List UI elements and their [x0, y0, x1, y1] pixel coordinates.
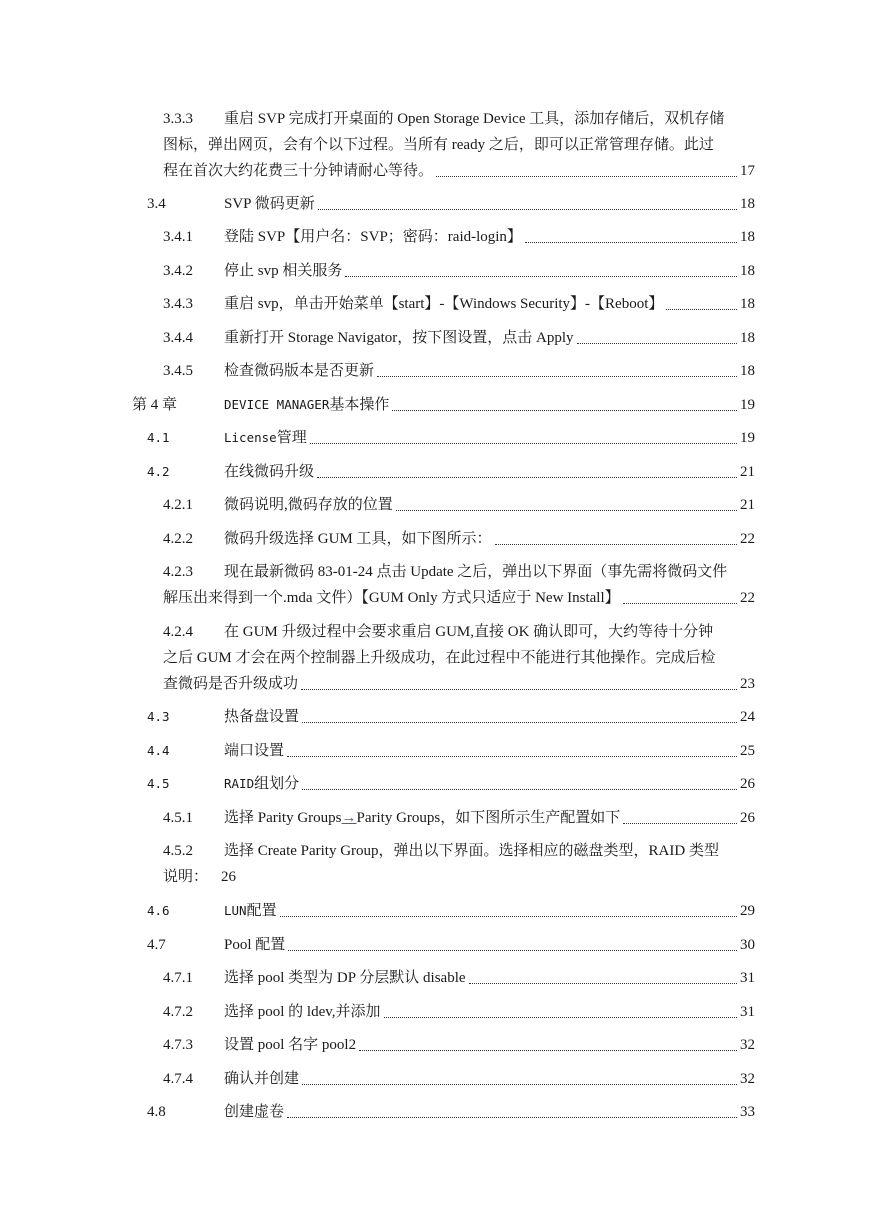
toc-title-mono: License: [224, 430, 277, 445]
toc-number: 3.4.3: [163, 296, 193, 312]
toc-page-number: 18: [740, 330, 755, 346]
dot-leader: [287, 1116, 737, 1118]
toc-page-number: 23: [740, 676, 755, 692]
dot-leader: [525, 241, 737, 243]
dot-leader: [666, 308, 737, 310]
dot-leader: [436, 175, 737, 177]
toc-text-line: 现在最新微码 83-01-24 点击 Update 之后，弹出以下界面（事先需将微码文件: [224, 564, 728, 580]
toc-number: 3.4.5: [163, 363, 193, 379]
toc-text-line: 程在首次大约花费三十分钟请耐心等待。: [163, 163, 434, 179]
toc-number: 3.4: [147, 196, 166, 212]
toc-text-line: 查微码是否升级成功: [163, 676, 299, 692]
toc-title: 热备盘设置: [224, 709, 300, 725]
toc-page-number: 18: [740, 296, 755, 312]
toc-page-number: 32: [740, 1071, 755, 1087]
toc-title: SVP 微码更新: [224, 196, 315, 212]
dot-leader: [280, 915, 737, 917]
toc-number: 4.4: [147, 743, 170, 758]
toc-title: 微码升级选择 GUM 工具，如下图所示：: [224, 531, 492, 547]
toc-number: 4.7.3: [163, 1037, 193, 1053]
toc-page-number: 31: [740, 970, 755, 986]
toc-page-number: 18: [740, 196, 755, 212]
toc-page-number: 29: [740, 903, 755, 919]
toc-number: 4.5.2: [163, 843, 193, 859]
toc-page-number: 26: [740, 776, 755, 792]
dot-leader: [345, 275, 737, 277]
dot-leader: [623, 602, 737, 604]
toc-page-number: 21: [740, 464, 755, 480]
toc-page-number: 19: [740, 430, 755, 446]
toc-number: 4.2: [147, 464, 170, 479]
toc-number: 4.1: [147, 430, 170, 445]
dot-leader: [302, 1083, 737, 1085]
dot-leader: [396, 509, 737, 511]
toc-page-number: 18: [740, 229, 755, 245]
toc-number: 3.4.4: [163, 330, 193, 346]
toc-title: 端口设置: [224, 743, 285, 759]
toc-title: 选择 Parity Groups: [224, 810, 342, 826]
toc-page-number: 32: [740, 1037, 755, 1053]
toc-title: 微码说明,微码存放的位置: [224, 497, 393, 513]
toc-number: 4.5.1: [163, 810, 193, 826]
toc-title: 登陆 SVP【用户名：SVP；密码：raid-login】: [224, 229, 522, 245]
toc-number: 4.5: [147, 776, 170, 791]
toc-title: 重新打开 Storage Navigator，按下图设置，点击 Apply: [224, 330, 574, 346]
toc-title: 在线微码升级: [224, 464, 315, 480]
toc-number: 4.7.1: [163, 970, 193, 986]
toc-number: 4.2.1: [163, 497, 193, 513]
toc-title-mono: RAID: [224, 776, 255, 791]
toc-page-number: 30: [740, 937, 755, 953]
toc-text-line: 之后 GUM 才会在两个控制器上升级成功，在此过程中不能进行其他操作。完成后检: [163, 650, 716, 666]
toc-page-number: 26: [740, 810, 755, 826]
toc-title: Pool 配置: [224, 937, 286, 953]
toc-page-number: 17: [740, 163, 755, 179]
dot-leader: [318, 208, 737, 210]
toc-text-line: 重启 SVP 完成打开桌面的 Open Storage Device 工具，添加存储后，双机存储: [224, 111, 725, 127]
toc-page-number: 19: [740, 397, 755, 413]
toc-title: 停止 svp 相关服务: [224, 263, 343, 279]
toc-title: 配置: [246, 903, 277, 919]
toc-title: 确认并创建: [224, 1071, 300, 1087]
toc-title: 重启 svp，单击开始菜单【start】-【Windows Security】-【Reboot】: [224, 296, 664, 312]
dot-leader: [301, 688, 737, 690]
toc-page-number: 33: [740, 1104, 755, 1120]
dot-leader: [384, 1016, 737, 1018]
toc-page-number: 31: [740, 1004, 755, 1020]
dot-leader: [377, 375, 737, 377]
toc-number: 4.2.4: [163, 624, 193, 640]
toc-title: 选择 pool 类型为 DP 分层默认 disable: [224, 970, 466, 986]
toc-page-number: 18: [740, 263, 755, 279]
toc-title: 选择 pool 的 ldev,并添加: [224, 1004, 381, 1020]
dot-leader: [392, 409, 737, 411]
dot-leader: [623, 822, 737, 824]
toc-page-number: 18: [740, 363, 755, 379]
toc-number: 4.7: [147, 937, 166, 953]
dot-leader: [495, 543, 737, 545]
toc-title: 创建虚卷: [224, 1104, 285, 1120]
toc-number: 3.3.3: [163, 111, 193, 127]
toc-number: 4.7.4: [163, 1071, 193, 1087]
toc-page-number: 25: [740, 743, 755, 759]
toc-number: 4.2.3: [163, 564, 193, 580]
toc-title-mono: DEVICE MANAGER: [224, 397, 330, 412]
toc-number: 3.4.1: [163, 229, 193, 245]
dot-leader: [317, 476, 737, 478]
dot-leader: [359, 1049, 737, 1051]
dot-leader: [302, 721, 737, 723]
toc-text-line: 解压出来得到一个.mda 文件）【GUM Only 方式只适应于 New Install】: [163, 590, 620, 606]
toc-page-number: 24: [740, 709, 755, 725]
toc-number: 3.4.2: [163, 263, 193, 279]
toc-text-line: 图标，弹出网页，会有个以下过程。当所有 ready 之后，即可以正常管理存储。此过: [163, 137, 714, 153]
toc-number: 4.3: [147, 709, 170, 724]
toc-page-number: 22: [740, 590, 755, 606]
toc-number: 4.2.2: [163, 531, 193, 547]
dot-leader: [577, 342, 737, 344]
toc-title: 检查微码版本是否更新: [224, 363, 375, 379]
toc-text-line: 说明：: [163, 869, 209, 885]
toc-title: 组划分: [254, 776, 300, 792]
right-arrow-icon: →: [341, 810, 357, 826]
dot-leader: [302, 788, 737, 790]
toc-page-number: 26: [221, 869, 236, 885]
toc-page-number: 21: [740, 497, 755, 513]
toc-number: 4.7.2: [163, 1004, 193, 1020]
toc-number: 4.6: [147, 903, 170, 918]
toc-title: Parity Groups，如下图所示生产配置如下: [356, 810, 621, 826]
dot-leader: [310, 442, 737, 444]
toc-chapter-number: 第 4 章: [132, 397, 178, 413]
toc-text-line: 选择 Create Parity Group，弹出以下界面。选择相应的磁盘类型，RAID 类型: [224, 843, 719, 859]
dot-leader: [469, 982, 737, 984]
toc-title: 设置 pool 名字 pool2: [224, 1037, 357, 1053]
dot-leader: [288, 949, 737, 951]
toc-text-line: 在 GUM 升级过程中会要求重启 GUM,直接 OK 确认即可，大约等待十分钟: [224, 624, 714, 640]
toc-title: 管理: [276, 430, 307, 446]
toc-title: 基本操作: [329, 397, 390, 413]
toc-title-mono: LUN: [224, 903, 247, 918]
toc-number: 4.8: [147, 1104, 166, 1120]
toc-page-number: 22: [740, 531, 755, 547]
dot-leader: [287, 755, 737, 757]
